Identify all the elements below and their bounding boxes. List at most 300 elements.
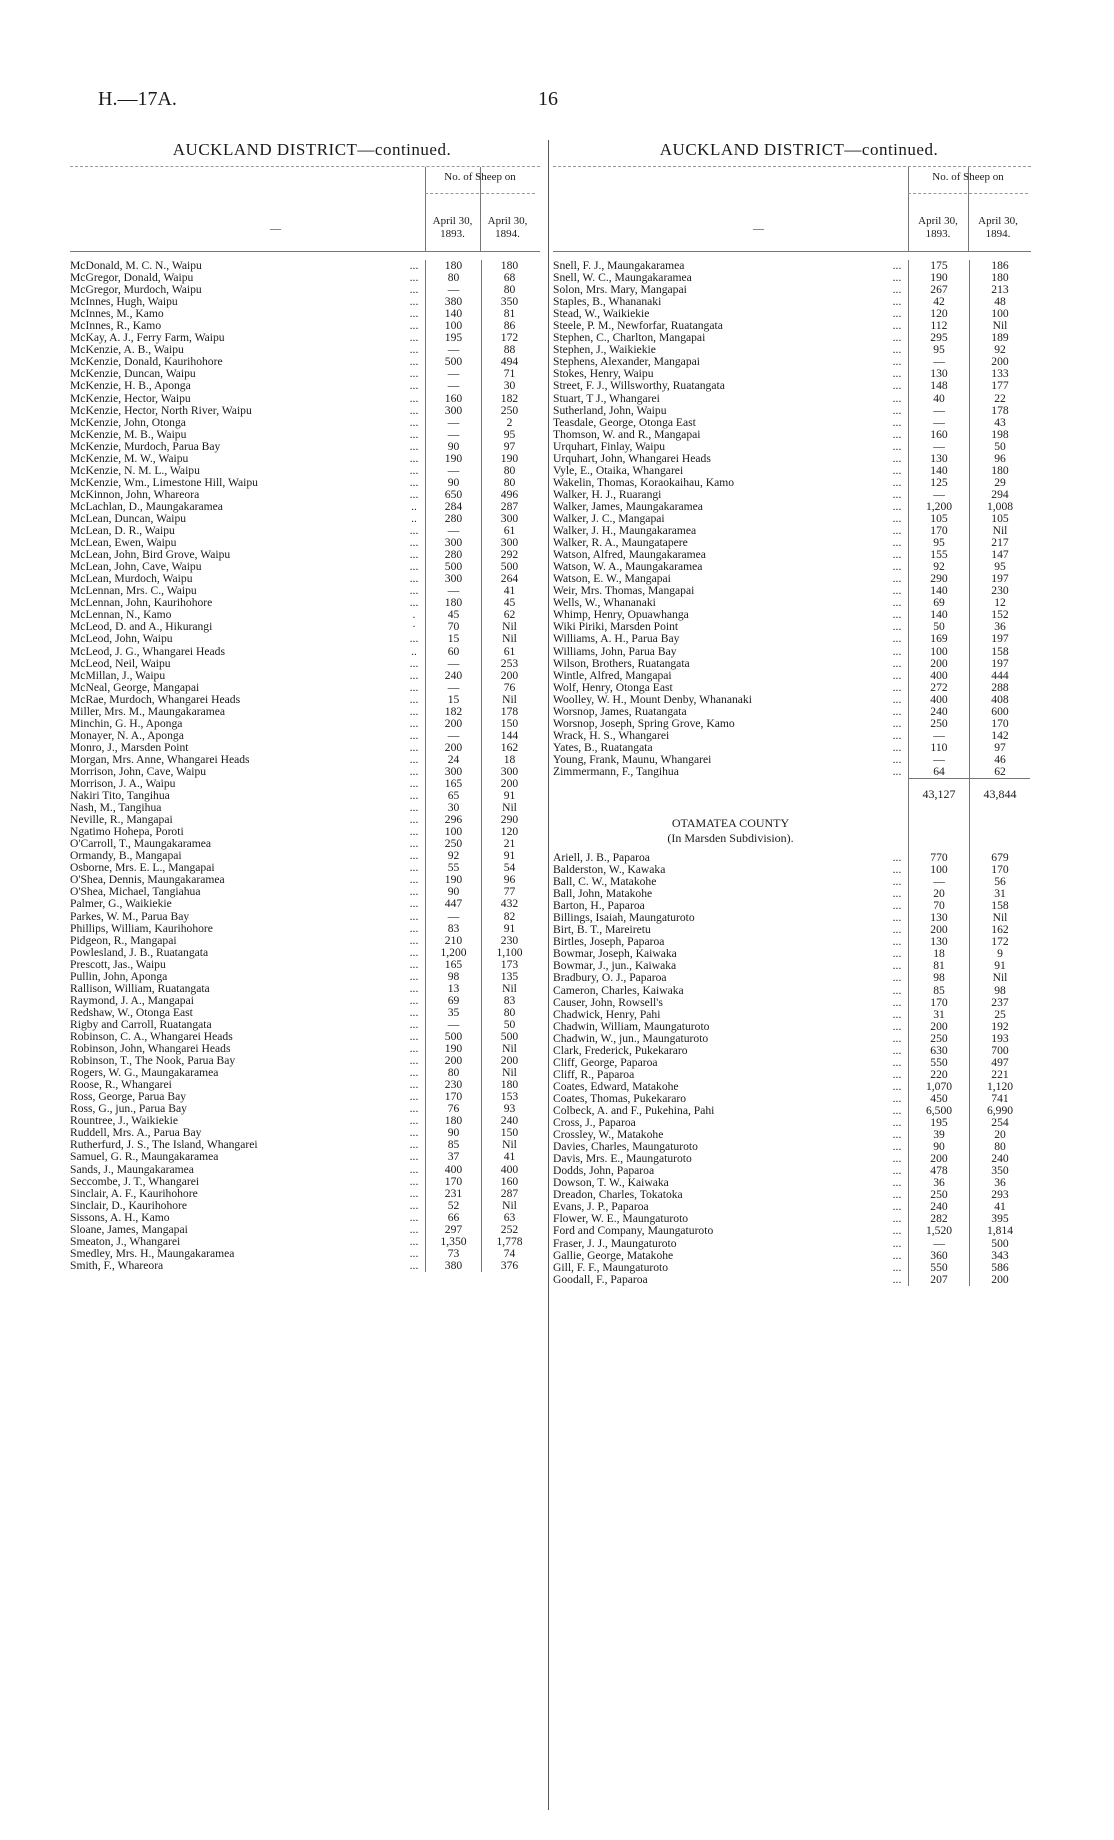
leader-dots: ... [892, 463, 902, 477]
sheep-1894: 700 [969, 1045, 1030, 1057]
leader-dots: ... [409, 789, 419, 803]
sheep-1893: 1,350 [425, 1236, 481, 1248]
owner-name: Watson, E. W., Mangapai [553, 573, 671, 586]
table-row [553, 1129, 1031, 1141]
owner-name: McLean, Murdoch, Waipu [70, 573, 193, 586]
owner-name: Parkes, W. M., Parua Bay [70, 910, 190, 923]
sheep-1894: 350 [481, 296, 537, 308]
leader-dots: ... [409, 560, 419, 574]
leader-dots: ... [892, 887, 902, 901]
sheep-1894: 80 [481, 465, 537, 477]
sheep-1894: 36 [969, 621, 1030, 633]
sheep-1894: 182 [481, 393, 537, 405]
table-row [70, 585, 540, 597]
left-table-header [70, 166, 540, 252]
leader-dots: ... [409, 403, 419, 417]
leader-dots: ... [892, 1079, 902, 1093]
table-row [553, 489, 1031, 501]
table-row [70, 1176, 540, 1188]
leader-dots: . [412, 608, 416, 622]
sheep-1894: 1,814 [969, 1225, 1030, 1237]
leader-dots: ... [892, 391, 902, 405]
leader-dots: ... [892, 656, 902, 670]
owner-name: Powlesland, J. B., Ruatangata [70, 946, 209, 959]
table-row [553, 537, 1031, 549]
sheep-1893: 267 [908, 284, 969, 296]
leader-dots: ... [892, 403, 902, 417]
owner-name: Robinson, John, Whangarei Heads [70, 1043, 231, 1056]
owner-name: Minchin, G. H., Aponga [70, 717, 183, 730]
sheep-1893: — [425, 429, 481, 441]
leader-dots: ... [892, 259, 902, 272]
sheep-1894: 343 [969, 1250, 1030, 1262]
sheep-1894: 162 [481, 742, 537, 754]
owner-name: McNeal, George, Mangapai [70, 681, 200, 694]
sheep-1894: Nil [481, 1043, 537, 1055]
owner-name: Goodall, F., Paparoa [553, 1273, 648, 1286]
sheep-1893: 295 [908, 332, 969, 344]
sheep-1893: 282 [908, 1213, 969, 1225]
table-row [70, 923, 540, 935]
sheep-1894: 147 [969, 549, 1030, 561]
sheep-1893: 300 [425, 405, 481, 417]
owner-name: McLean, Ewen, Waipu [70, 537, 177, 550]
sheep-1893: 400 [908, 694, 969, 706]
sheep-1893: 155 [908, 549, 969, 561]
leader-dots: ... [409, 295, 419, 309]
owner-name: Sissons, A. H., Kamo [70, 1211, 170, 1224]
table-row [70, 874, 540, 886]
leader-dots: ... [409, 1114, 419, 1128]
owner-name: Colbeck, A. and F., Pukehina, Pahi [553, 1105, 715, 1117]
date-heading-1893: April 30, 1893. [918, 215, 958, 240]
table-row [553, 453, 1031, 465]
leader-dots: ... [892, 983, 902, 997]
table-row [70, 1139, 540, 1151]
owner-name: McKenzie, John, Otonga [70, 416, 186, 429]
sheep-1893: 65 [425, 790, 481, 802]
table-row [553, 477, 1031, 489]
table-row [70, 1103, 540, 1115]
table-row [70, 1007, 540, 1019]
sheep-1893: 130 [908, 368, 969, 380]
sheep-1894: 142 [969, 730, 1030, 742]
leader-dots: ... [892, 1272, 902, 1286]
table-row [553, 1213, 1031, 1225]
table-row [553, 525, 1031, 537]
owner-name: McMillan, J., Waipu [70, 669, 166, 682]
leader-dots: ... [409, 728, 419, 742]
owner-name: McLean, John, Bird Grove, Waipu [70, 549, 231, 562]
leader-dots: ... [892, 1007, 902, 1021]
sheep-1894: 86 [481, 320, 537, 332]
leader-dots: ... [409, 451, 419, 465]
sheep-1893: 180 [425, 260, 481, 272]
table-row [553, 465, 1031, 477]
owner-name: Worsnop, Joseph, Spring Grove, Kamo [553, 717, 735, 730]
sheep-1894: 741 [969, 1093, 1030, 1105]
owner-name: McKenzie, Hector, Waipu [70, 392, 191, 405]
leader-dots: ... [409, 849, 419, 863]
leader-dots: ... [892, 427, 902, 441]
table-row [70, 694, 540, 706]
sheep-1893: 52 [425, 1200, 481, 1212]
sheep-1893: 770 [908, 852, 969, 864]
sheep-1894: 133 [969, 368, 1030, 380]
sheep-1893: 80 [425, 272, 481, 284]
sheep-1894: 500 [481, 561, 537, 573]
sheep-1893: — [908, 489, 969, 501]
owner-name: Watson, Alfred, Maungakaramea [553, 549, 706, 562]
leader-dots: ... [892, 1091, 902, 1105]
table-row [70, 959, 540, 971]
owner-name: Morgan, Mrs. Anne, Whangarei Heads [70, 753, 250, 766]
sheep-1893: 1,200 [425, 947, 481, 959]
owner-name: Stephen, J., Waikiekie [553, 344, 656, 357]
table-row [70, 898, 540, 910]
owner-name: McKenzie, Donald, Kaurihohore [70, 356, 223, 369]
table-row [553, 621, 1031, 633]
table-row [553, 730, 1031, 742]
column-divider [548, 140, 549, 1810]
owner-name: Ball, C. W., Matakohe [553, 876, 657, 889]
leader-dots: ... [892, 1031, 902, 1045]
sheep-1894: 1,778 [481, 1236, 537, 1248]
sheep-1894: 254 [969, 1117, 1030, 1129]
table-row [70, 308, 540, 320]
sheep-1893: 190 [425, 874, 481, 886]
sheep-1894: 93 [481, 1103, 537, 1115]
table-row [70, 513, 540, 525]
table-row [553, 405, 1031, 417]
leader-dots: ... [892, 451, 902, 465]
leader-dots: ... [409, 1186, 419, 1200]
sheep-1893: — [425, 585, 481, 597]
owner-name: Coates, Edward, Matakohe [553, 1080, 679, 1093]
owner-name: Whimp, Henry, Opuawhanga [553, 609, 689, 622]
sheep-1894: 200 [969, 356, 1030, 368]
table-row [70, 609, 540, 621]
leader-dots: ... [409, 271, 419, 285]
sheep-1893: 36 [908, 1177, 969, 1189]
table-row [553, 344, 1031, 356]
owner-name: Bowmar, J., jun., Kaiwaka [553, 960, 677, 973]
owner-name: McDonald, M. C. N., Waipu [70, 260, 202, 272]
sheep-1893: 70 [425, 621, 481, 633]
leader-dots: ... [892, 548, 902, 562]
table-row [70, 465, 540, 477]
leader-dots: ... [892, 524, 902, 538]
sheep-1893: 500 [425, 1031, 481, 1043]
sheep-1893: 60 [425, 646, 481, 658]
sheep-1893: 240 [908, 1201, 969, 1213]
sheep-1894: 80 [481, 1007, 537, 1019]
leader-dots: ... [892, 596, 902, 610]
document-reference: H.—17A. [98, 88, 177, 110]
sheep-1893: 231 [425, 1188, 481, 1200]
sheep-1894: 200 [481, 778, 537, 790]
owner-name: Wintle, Alfred, Mangapai [553, 669, 672, 682]
leader-dots: ... [892, 1067, 902, 1081]
table-row [70, 332, 540, 344]
sheep-1893: 280 [425, 549, 481, 561]
sheep-1894: 197 [969, 633, 1030, 645]
table-row [70, 393, 540, 405]
owner-name: Fraser, J. J., Maungaturoto [553, 1237, 677, 1250]
sheep-1894: 41 [481, 585, 537, 597]
sheep-1894: 500 [481, 1031, 537, 1043]
sheep-1894: 193 [969, 1033, 1030, 1045]
sheep-count-heading: No. of Sheep on [932, 171, 1004, 183]
table-row [70, 814, 540, 826]
sheep-1893: — [908, 1238, 969, 1250]
table-row [70, 477, 540, 489]
sheep-1893: 165 [425, 778, 481, 790]
table-row [553, 646, 1031, 658]
leader-dots: ... [892, 959, 902, 973]
leader-dots: ... [409, 596, 419, 610]
owner-name: Gill, F. F., Maungaturoto [553, 1261, 669, 1274]
table-row [70, 838, 540, 850]
owner-name: McKenzie, M. B., Waipu [70, 428, 187, 441]
table-row [553, 597, 1031, 609]
table-row [70, 1127, 540, 1139]
sheep-1894: 586 [969, 1262, 1030, 1274]
owner-name: McKenzie, Hector, North River, Waipu [70, 404, 252, 417]
leader-dots: ... [892, 475, 902, 489]
sheep-1894: 288 [969, 682, 1030, 694]
table-row [553, 609, 1031, 621]
leader-dots: ... [892, 331, 902, 345]
leader-dots: ... [409, 885, 419, 899]
sheep-1893: 13 [425, 983, 481, 995]
leader-dots: ... [409, 909, 419, 923]
sheep-1894: 82 [481, 911, 537, 923]
sheep-1894: 62 [481, 609, 537, 621]
sheep-1894: 294 [969, 489, 1030, 501]
leader-dots: ... [892, 1152, 902, 1166]
leader-dots: ... [409, 343, 419, 357]
sheep-1893: 180 [425, 1115, 481, 1127]
sheep-1893: 220 [908, 1069, 969, 1081]
leader-dots: ... [409, 1198, 419, 1212]
sheep-1894: 77 [481, 886, 537, 898]
sheep-1894: 9 [969, 948, 1030, 960]
table-row [70, 429, 540, 441]
sheep-1893: 69 [908, 597, 969, 609]
sheep-1893: 110 [908, 742, 969, 754]
owner-name: Wolf, Henry, Otonga East [553, 681, 673, 694]
leader-dots: ... [409, 463, 419, 477]
right-table-header [553, 166, 1031, 252]
sheep-1893: 169 [908, 633, 969, 645]
sheep-1893: — [425, 730, 481, 742]
sheep-1894: 21 [481, 838, 537, 850]
sheep-1893: — [425, 1019, 481, 1031]
sheep-1893: 200 [908, 1153, 969, 1165]
leader-dots: ... [892, 1128, 902, 1142]
sheep-count-heading: No. of Sheep on [444, 171, 516, 183]
owner-name: Sands, J., Maungakaramea [70, 1163, 194, 1176]
leader-dots: ... [409, 716, 419, 730]
sheep-1893: 81 [908, 960, 969, 972]
sheep-1894: 230 [481, 935, 537, 947]
sheep-1894: 36 [969, 1177, 1030, 1189]
leader-dots: ... [409, 897, 419, 911]
section-subtitle: (In Marsden Subdivision). [667, 831, 794, 846]
table-row [70, 501, 540, 513]
table-row [70, 405, 540, 417]
leader-dots: ... [892, 1224, 902, 1238]
owner-name: Davis, Mrs. E., Maungaturoto [553, 1153, 692, 1166]
owner-name: McInnes, R., Kamo [70, 320, 162, 333]
table-row [553, 356, 1031, 368]
owner-name: Teasdale, George, Otonga East [553, 416, 696, 429]
table-row [553, 694, 1031, 706]
leader-dots: ... [892, 1019, 902, 1033]
sheep-1894: 500 [969, 1238, 1030, 1250]
owner-name: McLean, D. R., Waipu [70, 525, 175, 538]
owner-name: Neville, R., Mangapai [70, 814, 173, 827]
owner-name: Urquhart, Finlay, Waipu [553, 440, 666, 453]
sheep-1893: 284 [425, 501, 481, 513]
owner-name: Williams, John, Parua Bay [553, 645, 677, 658]
sheep-1894: Nil [481, 1067, 537, 1079]
right-column-title: AUCKLAND DISTRICT—continued. [659, 140, 939, 159]
owner-name: Bradbury, O. J., Paparoa [553, 972, 667, 985]
sheep-1894: 96 [481, 874, 537, 886]
leader-dots: ... [892, 971, 902, 985]
sheep-1894: 300 [481, 766, 537, 778]
sheep-1894: 96 [969, 453, 1030, 465]
owner-name: Robinson, T., The Nook, Parua Bay [70, 1055, 236, 1068]
sheep-1894: Nil [481, 1139, 537, 1151]
sheep-1893: 500 [425, 356, 481, 368]
sheep-1893: — [908, 441, 969, 453]
owner-name: Dreadon, Charles, Tokatoka [553, 1189, 683, 1202]
owner-name: McLeod, Neil, Waipu [70, 657, 171, 670]
sheep-1894: 350 [969, 1165, 1030, 1177]
leader-dots: ... [409, 572, 419, 586]
owner-name: Smith, F., Whareora [70, 1259, 164, 1272]
sheep-1894: 91 [481, 923, 537, 935]
sheep-1894: 287 [481, 1188, 537, 1200]
owner-name: McInnes, Hugh, Waipu [70, 296, 178, 309]
leader-dots: ... [409, 981, 419, 995]
leader-dots: ... [409, 1102, 419, 1116]
owner-name: Birt, B. T., Mareiretu [553, 924, 651, 937]
sheep-1893: 500 [425, 561, 481, 573]
table-row [70, 706, 540, 718]
owner-name: Causer, John, Rowsell's [553, 996, 663, 1009]
table-row [70, 1079, 540, 1091]
owner-name: Stuart, T J., Whangarei [553, 392, 660, 405]
leader-dots: ... [409, 331, 419, 345]
sheep-1893: — [908, 356, 969, 368]
sheep-1894: 91 [969, 960, 1030, 972]
owner-name: Solon, Mrs. Mary, Mangapai [553, 284, 687, 297]
header-dash: — [270, 223, 281, 235]
leader-dots: ... [409, 1054, 419, 1068]
sheep-1893: 170 [908, 997, 969, 1009]
sheep-1894: Nil [481, 983, 537, 995]
sheep-1894: 432 [481, 898, 537, 910]
leader-dots: ... [409, 1246, 419, 1260]
total-1893: 43,127 [908, 778, 969, 808]
sheep-1894: 213 [969, 284, 1030, 296]
sheep-1893: 200 [425, 1055, 481, 1067]
table-row [553, 332, 1031, 344]
owner-name: Chadwin, W., jun., Maungaturoto [553, 1032, 709, 1045]
owner-name: McKenzie, Duncan, Waipu [70, 368, 196, 381]
sheep-1894: 150 [481, 718, 537, 730]
sheep-1894: 22 [969, 393, 1030, 405]
leader-dots: ... [892, 584, 902, 598]
owner-name: Rountree, J., Waikiekie [70, 1115, 179, 1128]
sheep-1894: 253 [481, 658, 537, 670]
table-row [553, 1141, 1031, 1153]
owner-name: Roose, R., Whangarei [70, 1079, 172, 1092]
sheep-1893: 55 [425, 862, 481, 874]
table-row [70, 935, 540, 947]
sheep-1893: 297 [425, 1224, 481, 1236]
sheep-1893: — [425, 682, 481, 694]
leader-dots: ... [409, 692, 419, 706]
sheep-1893: 80 [425, 1067, 481, 1079]
sheep-1893: 73 [425, 1248, 481, 1260]
sheep-1893: 190 [425, 1043, 481, 1055]
leader-dots: ... [892, 911, 902, 925]
owner-name: Sloane, James, Mangapai [70, 1223, 188, 1236]
sheep-1894: 83 [481, 995, 537, 1007]
leader-dots: ... [409, 1174, 419, 1188]
table-row [553, 1009, 1031, 1021]
sheep-1894: 221 [969, 1069, 1030, 1081]
owner-name: Walker, J. C., Mangapai [553, 512, 665, 525]
sheep-1893: 18 [908, 948, 969, 960]
table-row [553, 852, 1031, 864]
leader-dots: ... [409, 415, 419, 429]
table-row [70, 826, 540, 838]
owner-name: McLennan, John, Kaurihohore [70, 597, 213, 610]
table-row [553, 670, 1031, 682]
sheep-1894: 292 [481, 549, 537, 561]
sheep-1894: 56 [969, 876, 1030, 888]
sheep-1893: 100 [425, 826, 481, 838]
table-row [553, 754, 1031, 766]
owner-name: Barton, H., Paparoa [553, 900, 645, 913]
table-row [553, 682, 1031, 694]
owner-name: Chadwick, Henry, Pahi [553, 1008, 661, 1021]
sheep-1893: 140 [908, 465, 969, 477]
sheep-1894: 400 [481, 1164, 537, 1176]
owner-name: Samuel, G. R., Maungakaramea [70, 1151, 219, 1164]
table-row [70, 1043, 540, 1055]
sheep-1894: 71 [481, 368, 537, 380]
sheep-1893: 15 [425, 694, 481, 706]
leader-dots: ... [892, 1140, 902, 1154]
table-row [70, 983, 540, 995]
sheep-1894: 496 [481, 489, 537, 501]
owner-name: Davies, Charles, Maungaturoto [553, 1141, 698, 1154]
sheep-1893: 130 [908, 453, 969, 465]
owner-name: Steele, P. M., Newforfar, Ruatangata [553, 320, 723, 333]
sheep-1894: 46 [969, 754, 1030, 766]
sheep-1894: 217 [969, 537, 1030, 549]
owner-name: Ariell, J. B., Paparoa [553, 852, 650, 865]
leader-dots: ... [892, 851, 902, 865]
owner-name: Rogers, W. G., Maungakaramea [70, 1067, 219, 1080]
